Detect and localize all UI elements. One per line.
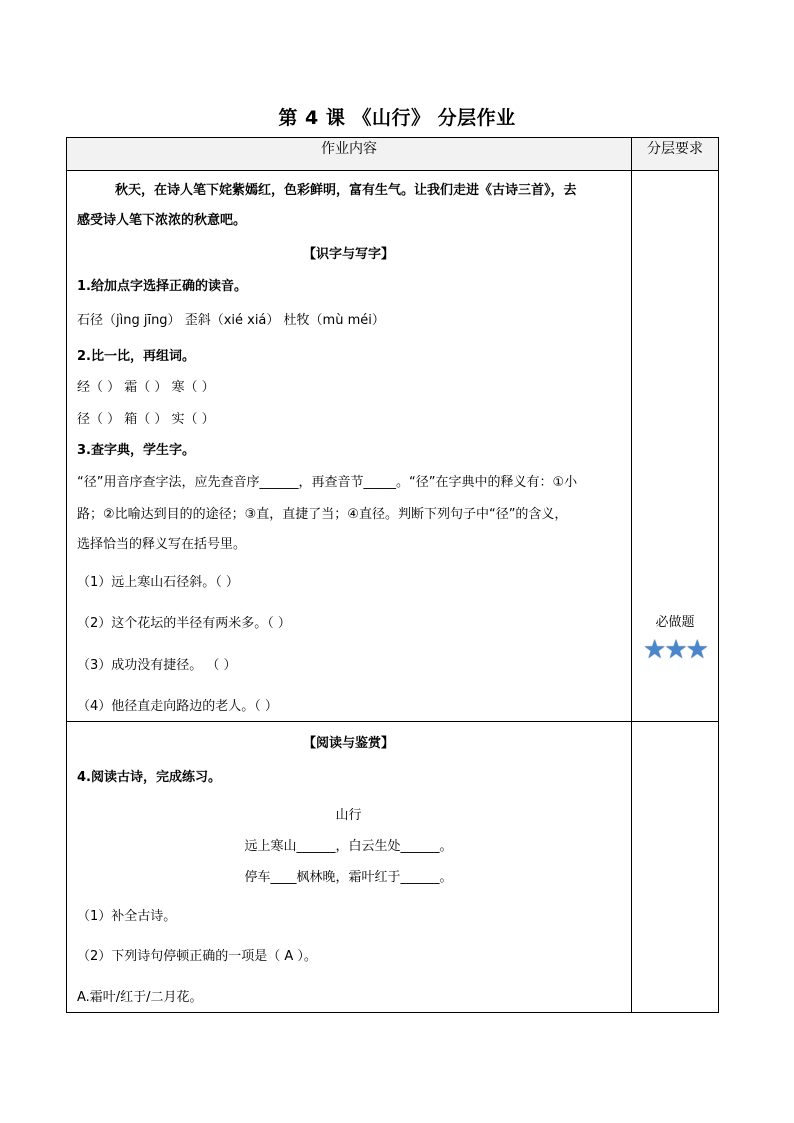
- option-a: A.霜叶/红于/二月花。: [77, 990, 203, 1005]
- star-rating: [632, 637, 718, 663]
- q3-sentence-2: （2）这个花坛的半径有两米多。（ ）: [77, 616, 291, 631]
- q4-part-2: （2）下列诗句停顿正确的一项是（ A ）。: [77, 949, 317, 964]
- header-requirement: 分层要求: [632, 138, 719, 171]
- q2-row-1: 经（ ） 霜（ ） 寒（ ）: [77, 380, 215, 395]
- q1-title: 1.给加点字选择正确的读音。: [77, 279, 247, 294]
- section-heading-literacy: 【识字与写字】: [302, 247, 394, 262]
- intro-line-1: 秋天，在诗人笔下姹紫嫣红，色彩鲜明，富有生气。让我们走进《古诗三首》，去: [115, 183, 577, 198]
- header-content: 作业内容: [67, 138, 632, 171]
- q3-sentence-4: （4）他径直走向路边的老人。（ ）: [77, 699, 278, 714]
- poem-title: 山行: [335, 808, 362, 823]
- intro-line-2: 感受诗人笔下浓浓的秋意吧。: [77, 213, 247, 228]
- requirement-label: 必做题: [655, 615, 695, 630]
- section2-requirement: [632, 722, 719, 1013]
- q3-line-3: 选择恰当的释义写在括号里。: [77, 537, 247, 552]
- page-title: 第 4 课 《山行》 分层作业: [278, 107, 516, 129]
- q3-line-2: 路；②比喻达到目的的途径；③直，直捷了当；④直径。判断下列句子中“径”的含义，: [77, 507, 568, 522]
- q4-part-1: （1）补全古诗。: [77, 909, 177, 924]
- q2-row-2: 径（ ） 箱（ ） 实（ ）: [77, 412, 215, 427]
- section1-row: [67, 171, 719, 722]
- q3-line-1: “径”用音序查字法，应先查音序______，再查音节_____。“径”在字典中的释义有：①小: [77, 475, 578, 490]
- section-heading-reading: 【阅读与鉴赏】: [302, 736, 394, 751]
- q4-title: 4.阅读古诗，完成练习。: [77, 770, 221, 785]
- q2-title: 2.比一比，再组词。: [77, 349, 195, 364]
- poem-line-2: 停车____枫林晚，霜叶红于______。: [244, 870, 453, 885]
- section2-row: [67, 722, 719, 1013]
- q3-sentence-1: （1）远上寒山石径斜。（ ）: [77, 575, 239, 590]
- star-icon: ★★★: [643, 635, 707, 665]
- homework-table: [66, 137, 719, 1013]
- q3-sentence-3: （3）成功没有捷径。 （ ）: [77, 658, 237, 673]
- header-row: [67, 138, 719, 171]
- poem-line-1: 远上寒山______，白云生处______。: [244, 839, 453, 854]
- q1-options: 石径（jìng jīng） 歪斜（xié xiá） 杜牧（mù méi）: [77, 313, 385, 328]
- section1-content: [67, 171, 632, 722]
- section1-requirement: [632, 171, 719, 722]
- section2-content: [67, 722, 632, 1013]
- q3-title: 3.查字典，学生字。: [77, 443, 195, 458]
